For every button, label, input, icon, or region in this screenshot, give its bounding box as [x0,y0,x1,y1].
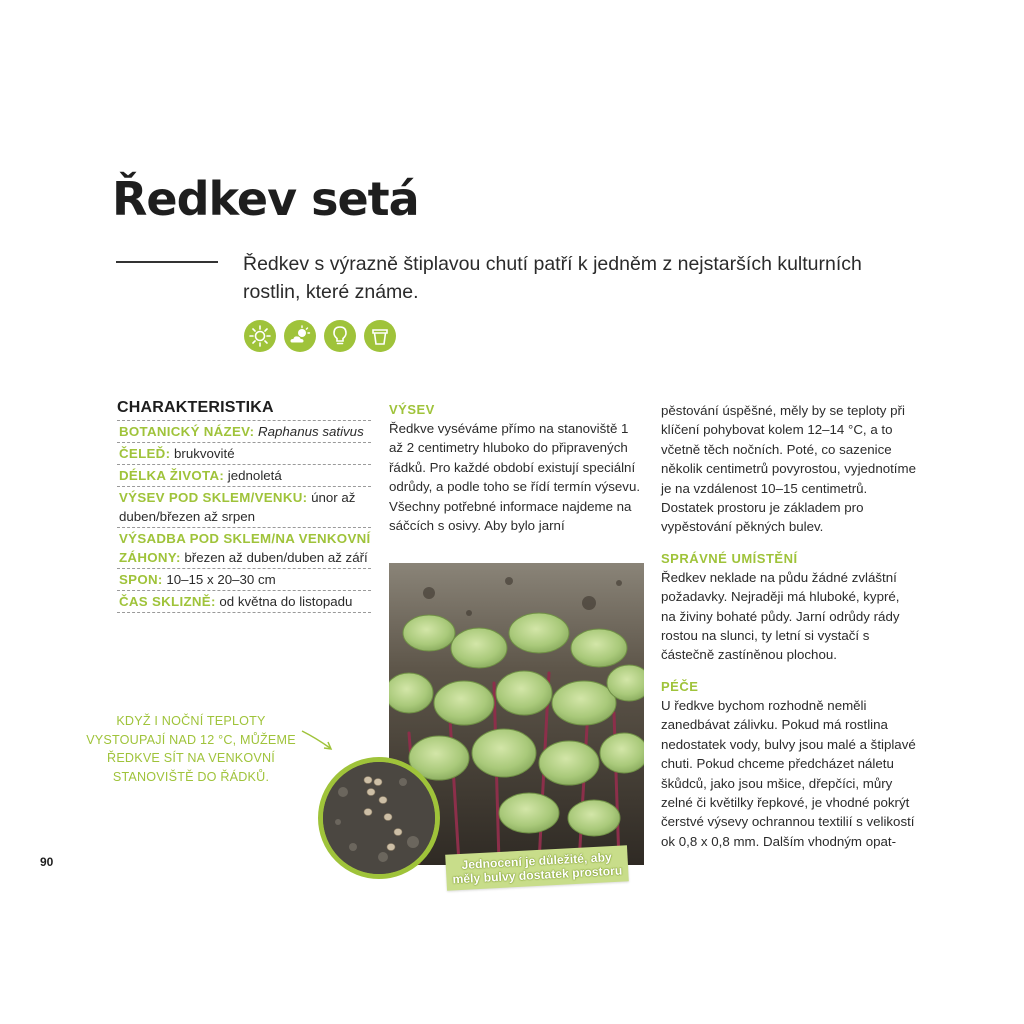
char-row-planting: VÝSADBA POD SKLEM/NA VENKOVNÍ ZÁHONY: březen až duben/duben až září [117,528,371,569]
partly-cloudy-icon [284,320,316,352]
placement-heading: SPRÁVNÉ UMÍSTĚNÍ [661,550,798,566]
seeds-photo [318,757,440,879]
char-row-botanical-name: BOTANICKÝ NÁZEV: Raphanus sativus [117,421,371,443]
page-number: 90 [40,855,54,869]
char-row-family: ČELEĎ: brukvovité [117,443,371,465]
sun-icon [244,320,276,352]
char-row-spacing: SPON: 10–15 x 20–30 cm [117,569,371,591]
char-row-sowing: VÝSEV POD SKLEM/VENKU: únor až duben/březen až srpen [117,487,371,528]
care-heading: PÉČE [661,678,699,694]
placement-text: Ředkev neklade na půdu žádné zvláštní požadavky. Nejraději má hluboké, kypré, na živiny bohaté půdy. Jarní odrůdy rády rostou na slunci, ty letní si vystačí s částečně zastíněnou plochou. [661,569,900,663]
sowing-text: Ředkve vyséváme přímo na stanoviště 1 až 2 centimetry hluboko do připravených řádků. Pro každé období existují speciální odrůdy, a podle toho se řídí termín výsevu. Všechny potřebné informace najdeme na sáčcích s osivy. Aby bylo jarní [389,421,641,534]
characteristics-table [117,399,371,613]
light-bulb-icon [324,320,356,352]
sowing-text-continued: pěstování úspěšné, měly by se teploty při klíčení pohybovat kolem 12–14 °C, a to včetně těch nočních. Poté, co sazenice několik centimetrů povyrostou, vyjednotíme je na vzdálenost 10–15 centimetrů. Dostatek prostoru je základem pro vypěstování pěkných bulev. [661,403,916,535]
intro-text: Ředkev s výrazně štiplavou chutí patří k jedněm z nejstarších kulturních rostlin, které známe. [243,253,862,303]
char-row-lifespan: DÉLKA ŽIVOTA: jednoletá [117,465,371,487]
icon-row [244,320,396,352]
sowing-heading: VÝSEV [389,402,435,417]
char-row-harvest: ČAS SKLIZNĚ: od května do listopadu [117,591,371,613]
photo-caption: Jednocení je důležité, aby měly bulvy dostatek prostoru [445,845,629,890]
flower-pot-icon [364,320,396,352]
page-title: Ředkev setá [112,172,419,226]
right-column [661,401,917,851]
tip-note: KDYŽ I NOČNÍ TEPLOTY VYSTOUPAJÍ NAD 12 °C, MŮŽEME ŘEDKVE SÍT NA VENKOVNÍ STANOVIŠTĚ DO ŘÁDKŮ. [86,714,296,784]
sowing-section [389,401,643,535]
intro-divider [116,261,218,263]
care-text: U ředkve bychom rozhodně neměli zanedbávat zálivku. Pokud má rostlina nedostatek vody, bulvy jsou malé a štiplavé chuti. Pokud chceme předcházet náletu škůdců, jako jsou mšice, dřepčíci, můry zelné či květilky řepkové, je vhodné pokrýt čerstvé výsevy ochrannou textilií s velikostí ok 0,8 x 0,8 mm. Dalším vhodným opat- [661,697,916,849]
characteristics-heading: CHARAKTERISTIKA [117,399,371,421]
arrow-icon [300,728,336,754]
